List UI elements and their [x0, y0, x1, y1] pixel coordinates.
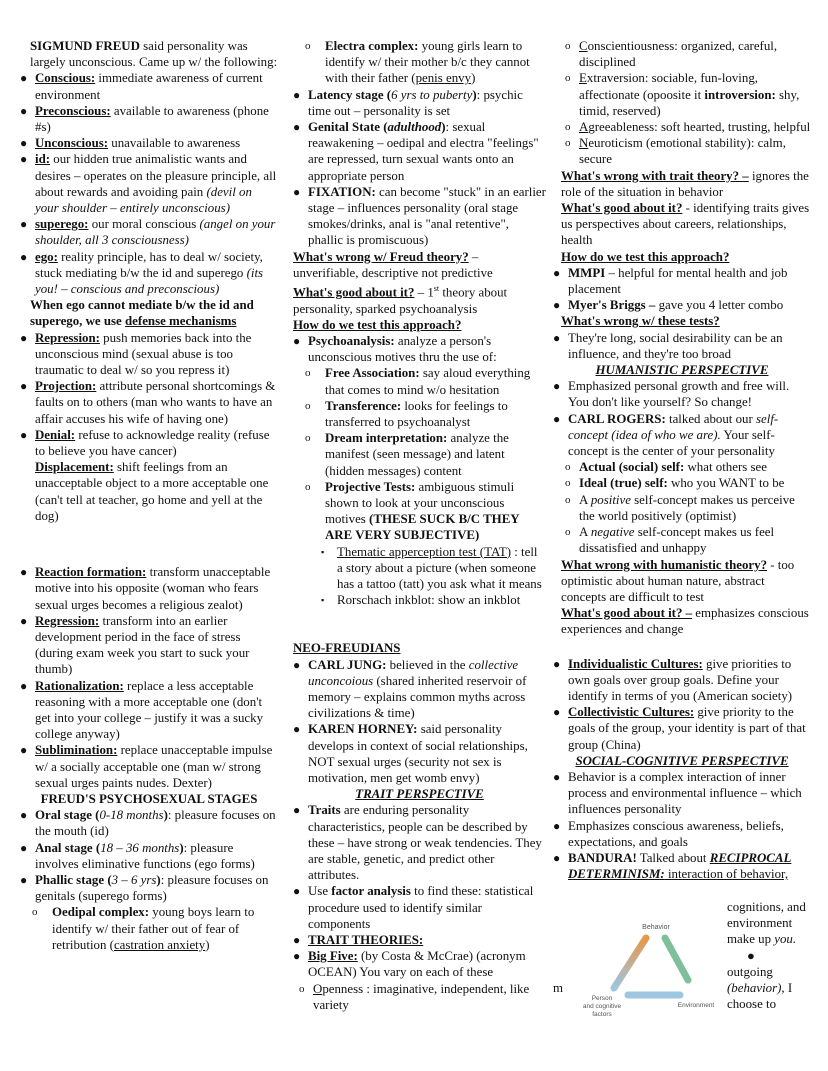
list-item-negative: o A negative self-concept makes us feel dissatisfied and unhappy [565, 525, 775, 556]
list-item-reaction-formation: ● Reaction formation: transform unacceptable motive into his opposite (woman who fears sexual urges becomes a religious zealot) [20, 565, 271, 612]
list-item-horney: ● KAREN HORNEY: said personality develops in context of social relationships, NOT sexual urges (security not sex is motivation, men get womb envy) [293, 722, 528, 786]
heading-social-cognitive: SOCIAL-COGNITIVE PERSPECTIVE [575, 753, 789, 768]
list-item-displacement: Displacement: shift feelings from an unacceptable object to a more acceptable one (can't tell at teacher, go home and yell at the dog) [35, 460, 269, 523]
list-item-conscientiousness: o Conscientiousness: organized, careful, disciplined [565, 39, 778, 70]
list-item-preconscious: ● Preconscious: available to awareness (phone #s) [20, 103, 269, 135]
list-item-sublimination: ● Sublimination: replace unacceptable impulse w/ a socially acceptable one (man w/ strong sexual urges paints nudes. Dexter) [20, 743, 273, 790]
list-item-growth: ● Emphasized personal growth and free will. You don't like yourself? So change! [553, 379, 790, 410]
humanistic-wrong: What wrong with humanistic theory? - too optimistic about human nature, abstract concepts are difficult to test [561, 557, 795, 604]
list-item-collectivistic: ● Collectivistic Cultures: give priority to the goals of the group, your identity is part of that group (China) [553, 705, 806, 752]
column-1 [20, 38, 278, 953]
list-item-trait-theories: ● TRAIT THEORIES: [293, 933, 424, 948]
freud-test-question: How do we test this approach? [293, 317, 462, 332]
list-item-conscious: ● Conscious: immediate awareness of current environment [20, 71, 263, 102]
diagram-label-behavior: Behavior [642, 924, 670, 931]
list-item-regression: ● Regression: transform into an earlier development period in the face of stress (during exam week you start to suck your thumb) [20, 613, 250, 677]
list-item-unconscious: ● Unconscious: unavailable to awareness [20, 136, 241, 151]
list-item-big-five: ● Big Five: (by Costa & McCrae) (acronym OCEAN) You vary on each of these [293, 949, 526, 980]
list-item-free-association: o Free Association: say aloud everything that comes to mind w/o hesitation [305, 366, 531, 397]
humanistic-good: What's good about it? – emphasizes conscious experiences and change [561, 606, 809, 637]
defense-intro: When ego cannot mediate b/w the id and superego, we use defense mechanisms [30, 298, 254, 329]
freud-intro: SIGMUND FREUD said personality was largely unconscious. Came up w/ the following: [30, 39, 278, 70]
diagram-edge-right [665, 938, 688, 980]
list-item-fixation: ● FIXATION: can become "stuck" in an earlier stage – influences personality (oral stage smokes/drinks, anal is "anal retentive", phallic is promiscuous) [293, 184, 546, 248]
list-item-superego: ● superego: our moral conscious (angel on your shoulder, all 3 consciousness) [20, 217, 276, 248]
list-item-anal-stage: ● Anal stage (18 – 36 months): pleasure involves eliminative functions (ego forms) [20, 840, 255, 871]
trait-test-question: How do we test this approach? [561, 249, 730, 264]
heading-humanistic: HUMANISTIC PERSPECTIVE [595, 363, 769, 378]
diagram-edge-left [614, 938, 646, 988]
trait-wrong: What's wrong with trait theory? – ignores the role of the situation in behavior [561, 168, 809, 199]
list-item-jung: ● CARL JUNG: believed in the collective unconcoious (shared inherited reservoir of memory – explains common myths across civilizations & time) [293, 657, 527, 721]
list-item-behavior: ● Behavior is a complex interaction of inner process and environmental influence – which influences personality [553, 769, 802, 817]
list-item-projection: ● Projection: attribute personal shortcomings & faults on to others (man who wants to have an affair accuses his wife of having one) [20, 379, 276, 426]
diagram-label-person-3: factors [592, 1011, 612, 1018]
list-item-ideal-self: o Ideal (true) self: who you WANT to be [565, 476, 785, 491]
bandura-side-text: cognitions, and environment make up you. ● outgoing (behavior), I choose to [727, 899, 817, 1012]
column-3 [553, 38, 811, 882]
list-item-agreeableness: o Agreeableness: soft hearted, trusting, helpful [565, 120, 811, 135]
freud-good: What's good about it? – 1st theory about personality, sparked psychoanalysis [293, 284, 508, 316]
list-item-latency: ● Latency stage (6 yrs to puberty): psychic time out – personality is set [293, 87, 523, 118]
list-item-genital: ● Genital State (adulthood): sexual reawakening – oedipal and electra "feelings" are repressed, turn sexual wants onto an appropriate person [293, 120, 539, 183]
side-bullet: ● [747, 948, 755, 963]
list-item-openness: o Openness : imaginative, independent, like variety [299, 981, 530, 1012]
list-item-actual-self: o Actual (social) self: what others see [565, 460, 767, 475]
list-item-myers-briggs: ● Myer's Briggs – gave you 4 letter combo [553, 298, 784, 313]
list-item-psychoanalysis: ● Psychoanalysis: analyze a person's unconscious motives thru the use of: [293, 333, 497, 365]
list-item-dream: o Dream interpretation: analyze the manifest (seen message) and latent (hidden messages) content [305, 431, 509, 478]
list-item-projective: o Projective Tests: ambiguous stimuli shown to look at your unconscious motives (THESE SUCK B/C THEY ARE VERY SUBJECTIVE) [305, 479, 520, 543]
tests-wrong-question: What's wrong w/ these tests? [561, 314, 720, 329]
list-item-traits: ● Traits are enduring personality characteristics, people can be described by these – have strong or weak tendencies. They are stable, genetic, and predict other attributes. [293, 803, 542, 883]
heading-neo-freudians: NEO-FREUDIANS [293, 641, 401, 656]
trait-good: What's good about it? - identifying traits gives us perspectives about careers, relationships, health [561, 201, 810, 248]
list-item-rorschach: ▪ Rorschach inkblot: show an inkblot [321, 593, 521, 608]
reciprocal-determinism-diagram [568, 918, 728, 1023]
column-2 [293, 38, 546, 1013]
list-item-mmpi: ● MMPI – helpful for mental health and job placement [553, 265, 788, 297]
list-item-extraversion: o Extraversion: sociable, fun-loving, affectionate (opoosite it introversion: shy, timid, reserved) [565, 71, 800, 118]
list-item-neuroticism: o Neuroticism (emotional stability): calm, secure [565, 136, 786, 167]
list-item-tests-wrong: ● They're long, social desirability can be an influence, and they're too broad [553, 330, 783, 361]
list-item-rationalization: ● Rationalization: replace a less acceptable reasoning with a more acceptable one (don't get into your college – justify it was a sucky college anyway) [20, 678, 264, 742]
list-item-positive: o A positive self-concept makes us perceive the world positively (optimist) [565, 492, 795, 523]
list-item-denial: ● Denial: refuse to acknowledge reality (refuse to believe you have cancer) [20, 427, 270, 459]
list-item-bandura: ● BANDURA! Talked about RECIPROCAL DETERMINISM: interaction of behavior, [553, 850, 792, 882]
list-item-oedipal: o Oedipal complex: young boys learn to identify w/ their father out of fear of retribution (castration anxiety) [32, 905, 255, 952]
list-item-transference: o Transference: looks for feelings to transferred to psychoanalyst [305, 398, 508, 429]
list-item-rogers: ● CARL ROGERS: talked about our self-concept (idea of who we are). Your self-concept is the center of your personality [553, 411, 779, 459]
list-item-ego: ● ego: reality principle, has to deal w/ society, stuck mediating b/w the id and superego (its you! – conscious and preconscious) [20, 249, 264, 297]
heading-trait-perspective: TRAIT PERSPECTIVE [355, 787, 484, 802]
list-item-phallic-stage: ● Phallic stage (3 – 6 yrs): pleasure focuses on genitals (superego forms) [20, 872, 269, 904]
list-item-factor-analysis: ● Use factor analysis to find these: statistical procedure used to identify similar components [293, 884, 534, 931]
list-item-id: ● id: our hidden true animalistic wants and desires – operates on the pleasure principle, all about rewards and avoiding pain (devil on your shoulder – entirely unconscious) [20, 152, 277, 216]
heading-psychosexual-stages: FREUD'S PSYCHOSEXUAL STAGES [40, 791, 258, 806]
diagram-label-environment: Environment [677, 1002, 715, 1009]
freud-wrong: What's wrong w/ Freud theory? – unverifiable, descriptive not predictive [293, 249, 493, 280]
list-item-individualistic: ● Individualistic Cultures: give priorities to own goals over group goals. Define your identify in terms of you (American society) [553, 656, 793, 703]
list-item-oral-stage: ● Oral stage (0-18 months): pleasure focuses on the mouth (id) [20, 808, 276, 839]
diagram-label-person-2: and cognitive [582, 1003, 622, 1010]
diagram-label-person-1: Person [591, 995, 613, 1002]
stray-letter: m [553, 981, 564, 995]
list-item-emphasizes: ● Emphasizes conscious awareness, beliefs, expectations, and goals [553, 818, 784, 849]
list-item-tat: ▪ Thematic apperception test (TAT) : tell a story about a picture (when someone has a tattoo (tatt) you ask what it means [321, 544, 542, 591]
list-item-repression: ● Repression: push memories back into the unconscious mind (sexual abuse is too traumatic to deal w/ so you repress it) [20, 330, 252, 378]
list-item-electra: o Electra complex: young girls learn to identify w/ their mother b/c they cannot with their father (penis envy) [305, 39, 530, 86]
